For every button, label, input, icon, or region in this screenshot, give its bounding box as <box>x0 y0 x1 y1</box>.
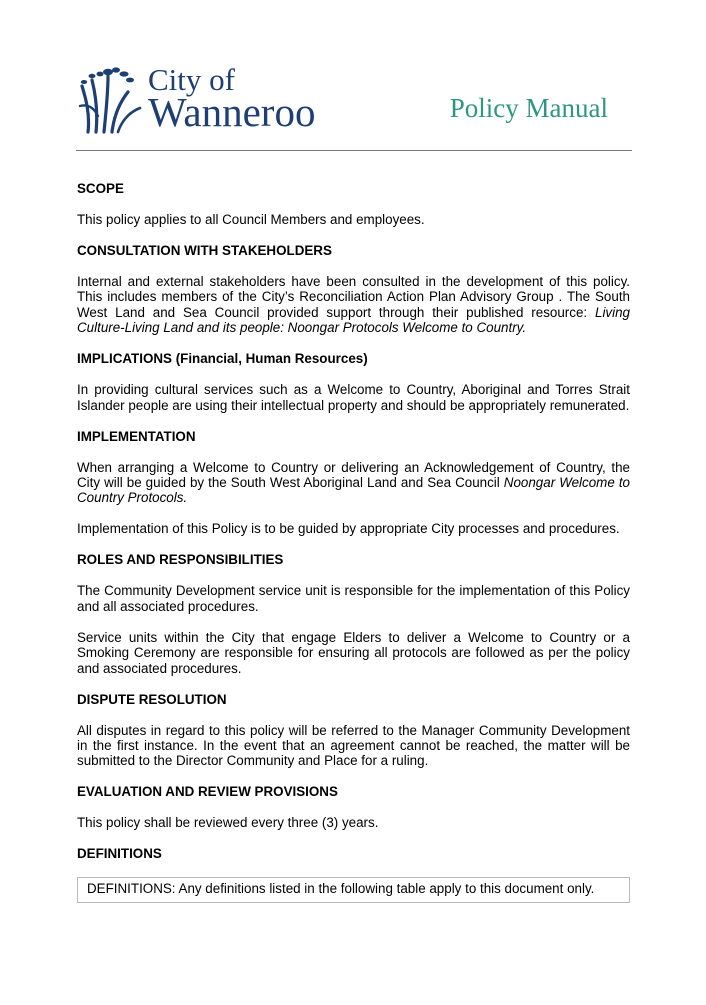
definitions-table-caption: DEFINITIONS: Any definitions listed in the following table apply to this document only. <box>87 881 595 897</box>
logo-text-wanneroo: Wanneroo <box>148 89 316 135</box>
section-heading-scope: SCOPE <box>77 181 124 196</box>
city-of-wanneroo-logo <box>78 64 328 136</box>
implementation-protocols-title: Noongar Welcome to Country Protocols. <box>77 475 630 506</box>
dispute-paragraph: All disputes in regard to this policy will be referred to the Manager Community Development in the first instance. In the event that an agreement cannot be reached, the matter will be submitted to the Director Community and Place for a ruling. <box>77 722 630 769</box>
section-heading-dispute: DISPUTE RESOLUTION <box>77 691 227 707</box>
policy-body <box>77 181 630 903</box>
consultation-text: Internal and external stakeholders have been consulted in the development of this policy. This includes members of the City’s Reconciliation Action Plan Advisory Group . The South West Land and Sea Council provided support through their published resource: <box>77 274 630 320</box>
implementation-text: When arranging a Welcome to Country or delivering an Acknowledgement of Country, the City will be guided by the South West Aboriginal Land and Sea Council <box>77 459 630 491</box>
section-heading-definitions: DEFINITIONS <box>77 846 162 862</box>
document-type-title: Policy Manual <box>449 93 608 123</box>
logo-emblem-icon <box>78 64 144 134</box>
section-heading-implementation: IMPLEMENTATION <box>77 428 196 444</box>
evaluation-paragraph: This policy shall be reviewed every three (3) years. <box>77 815 379 831</box>
consultation-paragraph <box>77 274 630 336</box>
section-heading-roles: ROLES AND RESPONSIBILITIES <box>77 552 284 568</box>
page-header <box>0 0 706 152</box>
logo-text-city-of: City of <box>148 62 235 97</box>
roles-paragraph-2: Service units within the City that engage Elders to deliver a Welcome to Country or a Smoking Ceremony are responsible for ensuring all protocols are followed as per the policy and associated procedures. <box>77 629 630 676</box>
consultation-resource-title: Living Culture-Living Land and its people: Noongar Protocols Welcome to Country. <box>77 304 630 336</box>
implications-paragraph: In providing cultural services such as a Welcome to Country, Aboriginal and Torres Strait Islander people are using their intellectual property and should be appropriately remunerated. <box>77 382 630 413</box>
definitions-table <box>77 877 630 902</box>
section-heading-implications: IMPLICATIONS (Financial, Human Resources) <box>77 351 368 367</box>
header-divider <box>76 150 632 151</box>
roles-paragraph-1: The Community Development service unit is responsible for the implementation of this Policy and all associated procedures. <box>77 583 630 614</box>
section-heading-evaluation: EVALUATION AND REVIEW PROVISIONS <box>77 784 338 800</box>
implementation-paragraph-1 <box>77 460 630 506</box>
scope-paragraph: This policy applies to all Council Members and employees. <box>77 212 425 227</box>
section-heading-consultation: CONSULTATION WITH STAKEHOLDERS <box>77 243 332 258</box>
implementation-paragraph-2: Implementation of this Policy is to be guided by appropriate City processes and procedures. <box>77 521 620 537</box>
